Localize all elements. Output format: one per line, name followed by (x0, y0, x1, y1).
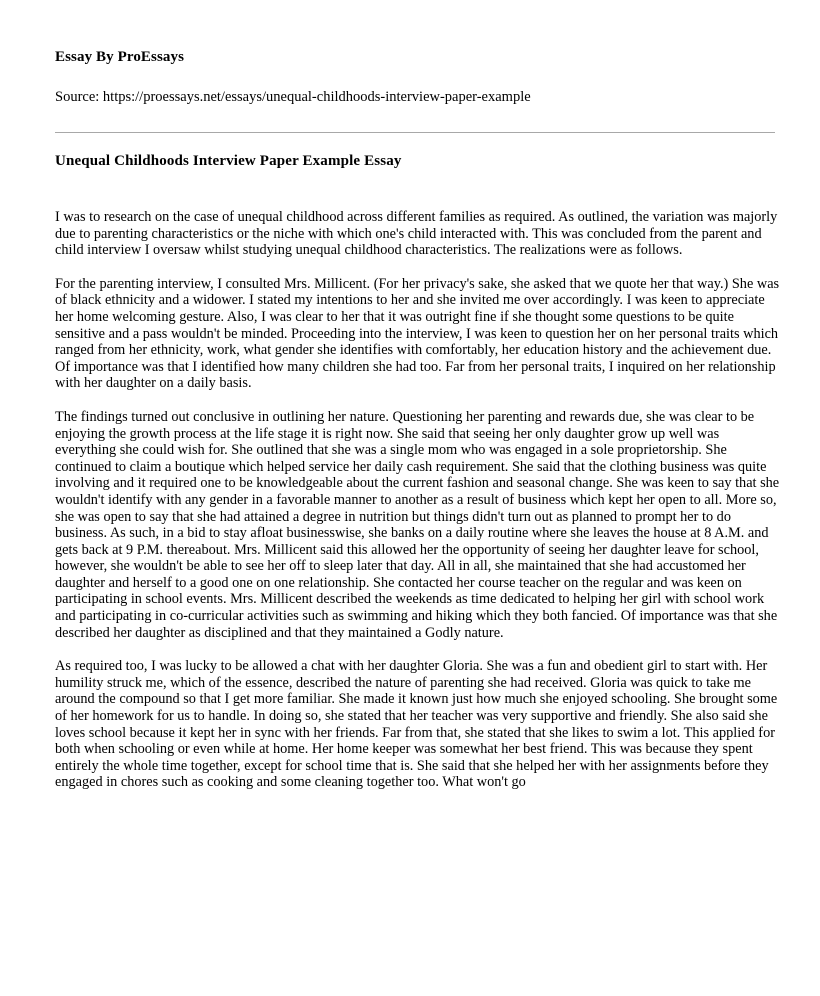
page-title: Unequal Childhoods Interview Paper Example Essay (55, 153, 402, 169)
body-paragraph: For the parenting interview, I consulted Mrs. Millicent. (For her privacy's sake, she asked that we quote her that way.) She was of black ethnicity and a widower. I stated my intentions to her and she invited me over accordingly. I was keen to appreciate her home welcoming gesture. Also, I was clear to her that it was outright fine if she thought some questions to be quite sensitive and a pass wouldn't be minded. Proceeding into the interview, I was keen to question her on her personal traits which ranged from her ethnicity, work, what gender she identifies with comfortably, her education history and the achievement due. Of importance was that I identified how many children she had too. Far from her personal traits, I inquired on her relationship with her daughter on a daily basis. (55, 275, 780, 392)
body-paragraph: The findings turned out conclusive in outlining her nature. Questioning her parenting and rewards due, she was clear to be enjoying the growth process at the life stage it is right now. She said that seeing her only daughter grow up well was everything she could wish for. She outlined that she was a single mom who was engaged in a sole proprietorship. She continued to claim a boutique which helped service her daily cash requirement. She said that the clothing business was quite involving and it required one to be knowledgeable about the current fashion and seasonal change. She was keen to say that she wouldn't identify with any gender in a favorable manner to another as a result of business which kept her open to all. More so, she was open to say that she had attained a degree in nutrition but things didn't turn out as planned to prompt her to do business. As such, in a bid to stay afloat businesswise, she banks on a daily routine where she leaves the house at 8 A.M. and gets back at 9 P.M. thereabout. Mrs. Millicent said this allowed her the opportunity of seeing her daughter leave for school, however, she wouldn't be able to see her off to sleep later that day. All in all, she maintained that she had accustomed her daughter and herself to a good one on one relationship. She contacted her course teacher on the regular and was keen on participating in school events. Mrs. Millicent described the weekends as time dedicated to helping her girl with school work and participating in co-curricular activities such as swimming and hiking which they both fancied. Of importance was that she described her daughter as disciplined and that they maintained a Godly nature. (55, 408, 780, 641)
essay-body (55, 209, 780, 791)
header-divider (55, 132, 775, 133)
source-line: Source: https://proessays.net/essays/unequal-childhoods-interview-paper-example (55, 89, 531, 105)
site-title: Essay By ProEssays (55, 49, 185, 65)
body-paragraph: I was to research on the case of unequal childhood across different families as required. As outlined, the variation was majorly due to parenting characteristics or the niche with which one's child interacted with. This was concluded from the parent and child interview I oversaw whilst studying unequal childhood characteristics. The realizations were as follows. (55, 209, 778, 259)
body-paragraph: As required too, I was lucky to be allowed a chat with her daughter Gloria. She was a fun and obedient girl to start with. Her humility struck me, which of the essence, described the nature of parenting she had received. Gloria was quick to take me around the compound so that I get more familiar. She made it known just how much she enjoyed schooling. She brought some of her homework for us to handle. In doing so, she stated that her teacher was very supportive and friendly. She also said she loves school because it kept her in sync with her friends. Far from that, she stated that she likes to swim a lot. This applied for both when schooling or even while at home. Her home keeper was somewhat her best friend. This was because they spent entirely the whole time together, except for school time that is. She said that she helped her with her assignments before they engaged in chores such as cooking and some cleaning together too. What won't go (55, 658, 778, 791)
